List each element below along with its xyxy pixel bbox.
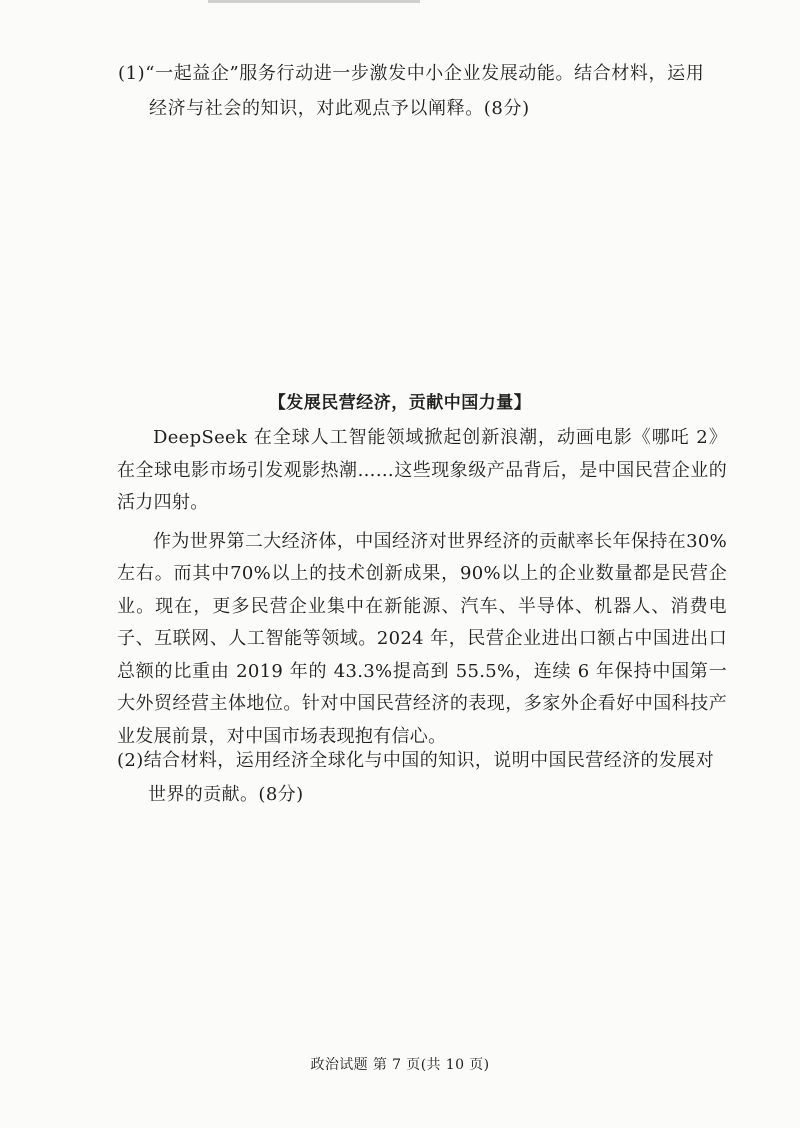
question-2	[117, 744, 727, 812]
material-paragraph-1: DeepSeek 在全球人工智能领域掀起创新浪潮，动画电影《哪吒 2》在全球电影市场引发观影热潮……这些现象级产品背后，是中国民营企业的活力四射。	[117, 427, 727, 513]
page-footer: 政治试题 第 7 页(共 10 页)	[310, 1057, 490, 1073]
question-1	[118, 56, 722, 126]
material-paragraph-2: 作为世界第二大经济体，中国经济对世界经济的贡献率长年保持在30%左右。而其中70%以上的技术创新成果，90%以上的企业数量都是民营企业。现在，更多民营企业集中在新能源、汽车、半导体、机器人、消费电子、互联网、人工智能等领域。2024 年，民营企业进出口额占中国进出口总额的比重由 2019 年的 43.3%提高到 55.5%，连续 6 年保持中国第一大外贸经营主体地位。针对中国民营经济的表现，多家外企看好中国科技产业发展前景，对中国市场表现抱有信心。	[117, 530, 727, 747]
question-2-line-2: 世界的贡献。(8分)	[148, 784, 304, 805]
section-title: 【发展民营经济，贡献中国力量】	[268, 393, 532, 413]
scan-edge-line	[208, 0, 420, 3]
material-text	[117, 422, 727, 753]
question-2-line-1: (2)结合材料，运用经济全球化与中国的知识，说明中国民营经济的发展对	[117, 750, 715, 771]
question-1-line-1: (1)“一起益企”服务行动进一步激发中小企业发展动能。结合材料，运用	[118, 63, 705, 84]
question-1-line-2: 经济与社会的知识，对此观点予以阐释。(8分)	[149, 98, 530, 119]
